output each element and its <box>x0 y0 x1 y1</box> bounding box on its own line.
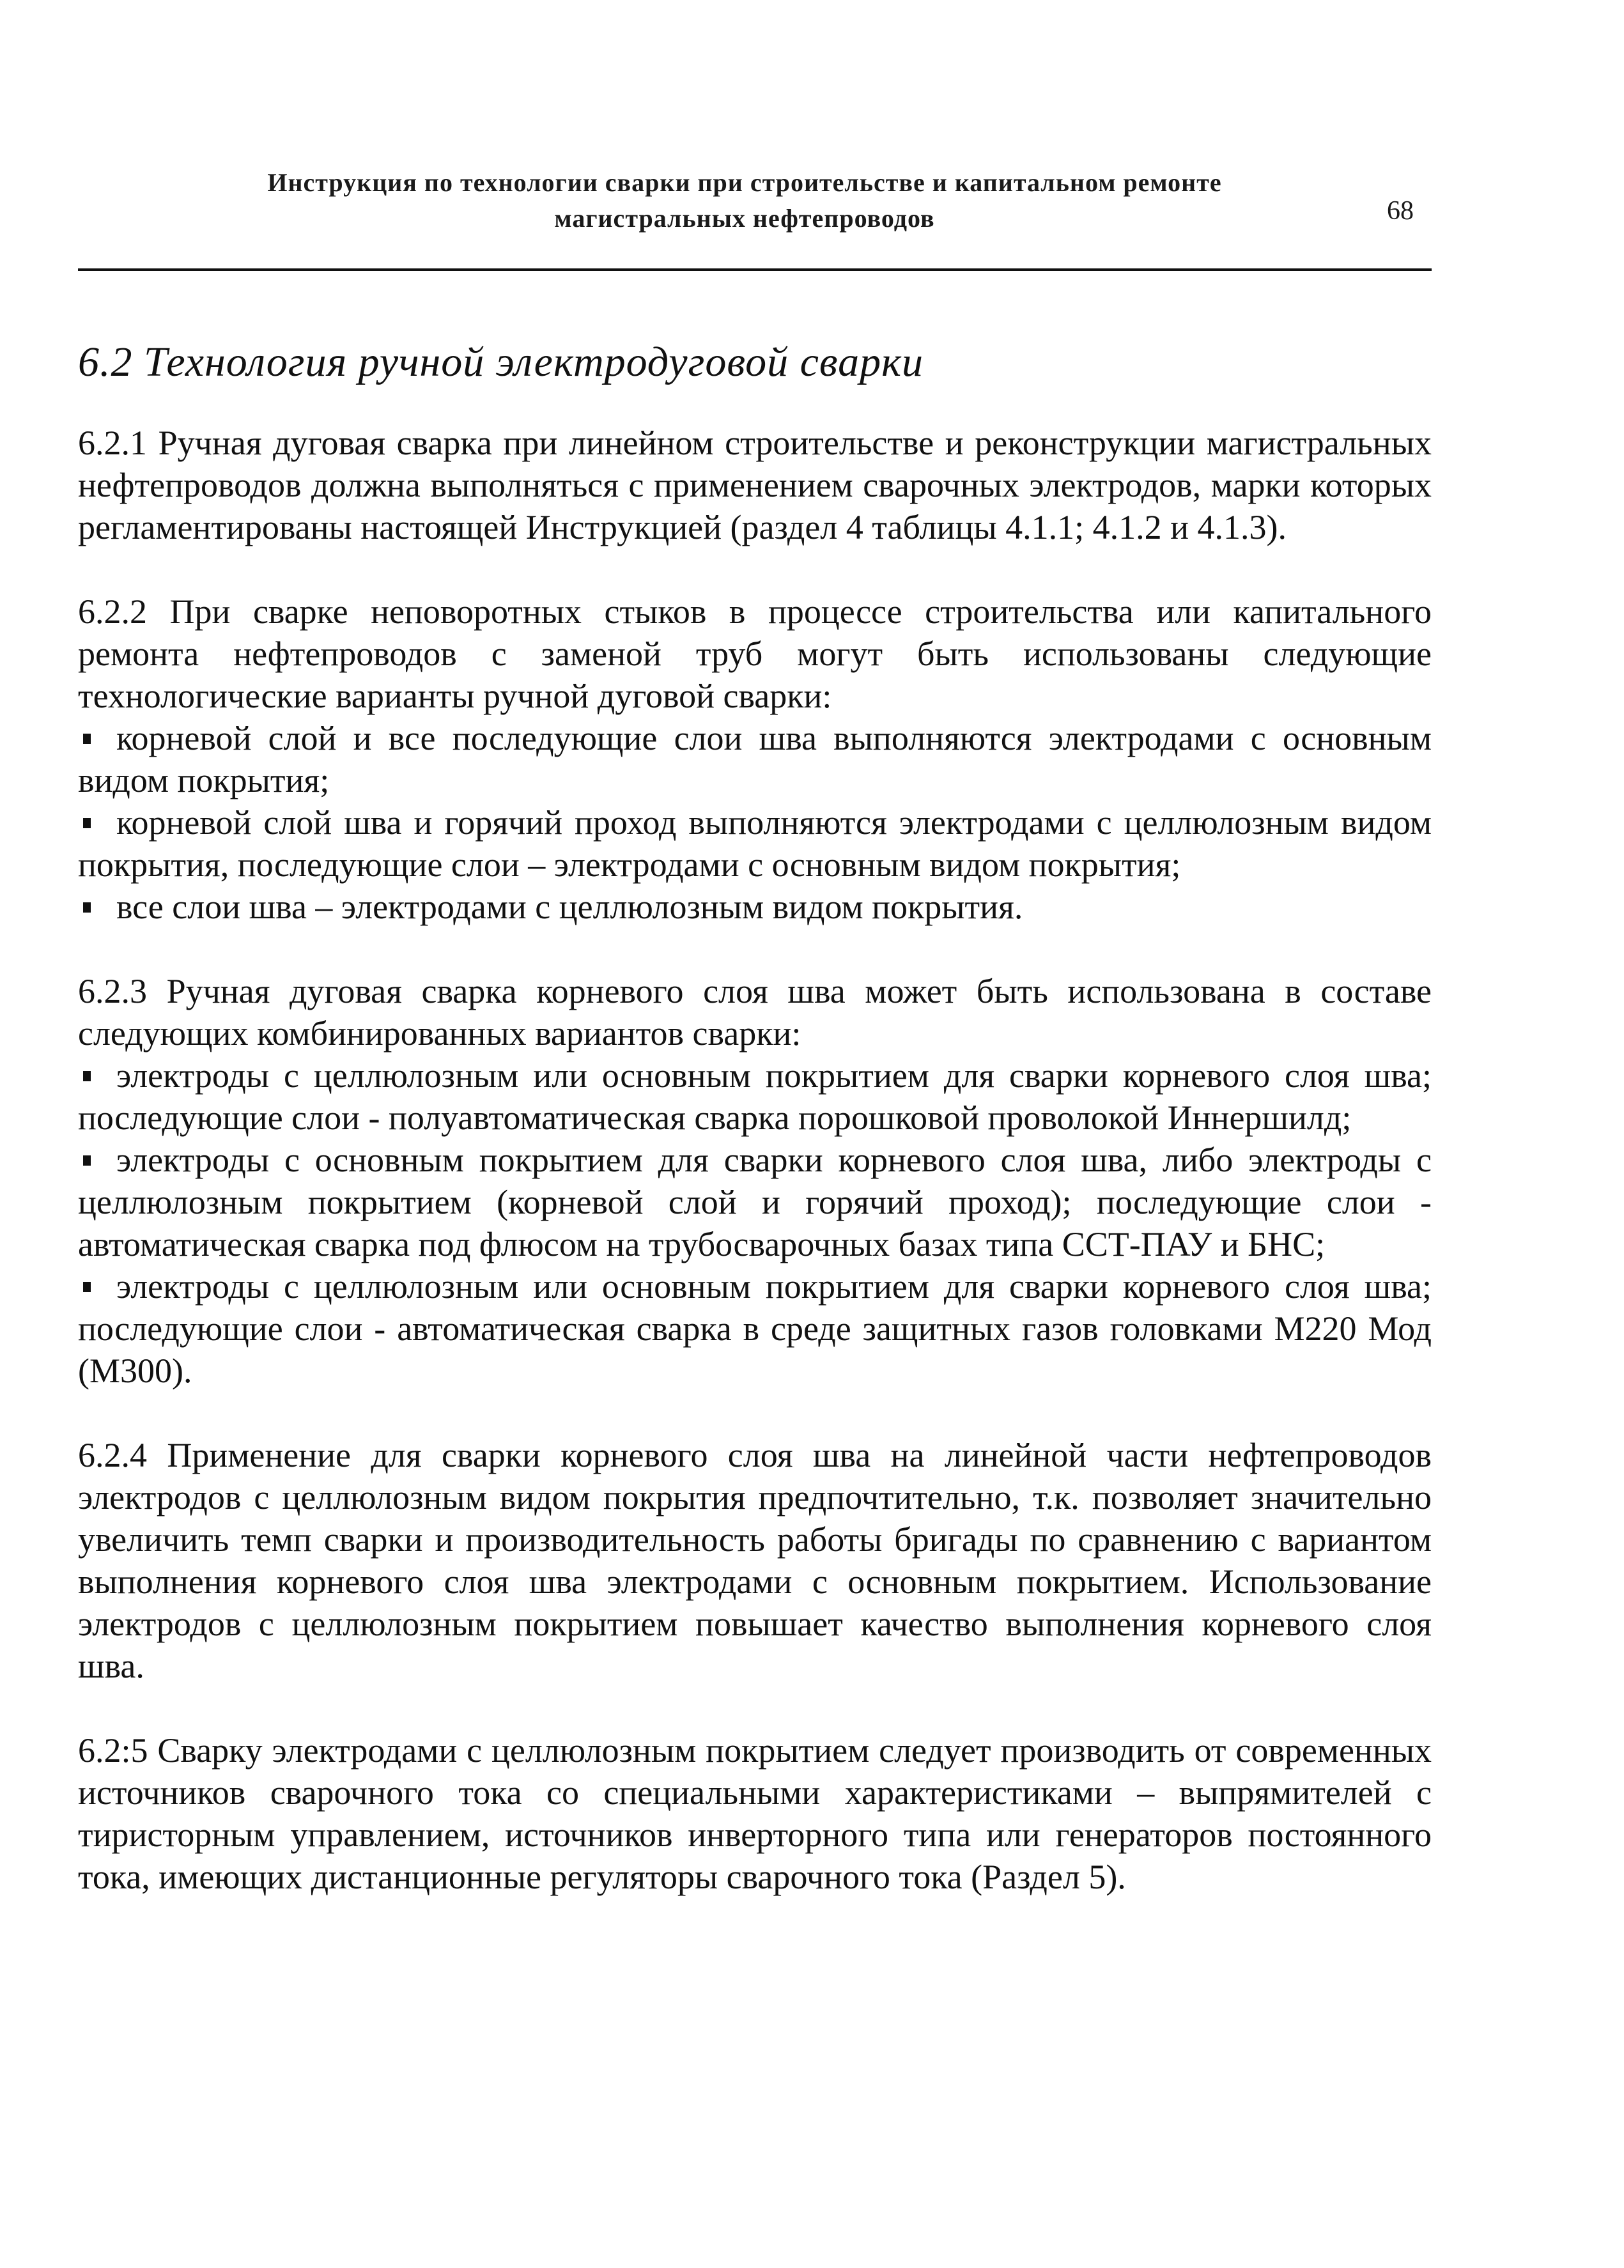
paragraph-6-2-5: 6.2:5 Сварку электродами с целлюлозным покрытием следует производить от современных источников сварочного тока со специальными характеристиками – выпрямителей с тиристорным управлением, источников инверторного типа или генераторов постоянного тока, имеющих дистанционные регуляторы сварочного тока (Раздел 5). <box>78 1731 1432 1896</box>
list-item: электроды с целлюлозным или основным покрытием для сварки корневого слоя шва; последующие слои - автоматическая сварка в среде защитных газов головками М220 Мод (М300). <box>78 1267 1432 1390</box>
header-title-line-1: Инструкция по технологии сварки при строительстве и капитальном ремонте <box>267 168 1222 197</box>
paragraph-6-2-1: 6.2.1 Ручная дуговая сварка при линейном строительстве и реконструкции магистральных нефтепроводов должна выполняться с применением сварочных электродов, марки которых регламентированы настоящей Инструкцией (раздел 4 таблицы 4.1.1; 4.1.2 и 4.1.3). <box>78 424 1432 546</box>
bullet-icon <box>83 734 91 744</box>
bullet-icon <box>83 1282 91 1292</box>
running-header <box>147 165 1342 236</box>
list-item: электроды с целлюлозным или основным покрытием для сварки корневого слоя шва; последующие слои - полуавтоматическая сварка порошковой проволокой Иннершилд; <box>78 1056 1432 1137</box>
list-item: все слои шва – электродами с целлюлозным видом покрытия. <box>78 886 1432 928</box>
paragraph-6-2-2: 6.2.2 При сварке неповоротных стыков в процессе строительства или капитального ремонта нефтепроводов с заменой труб могут быть использованы следующие технологические варианты ручной дуговой сварки: <box>78 592 1432 715</box>
body-text <box>78 422 1432 1898</box>
header-title-line-2: магистральных нефтепроводов <box>554 204 935 233</box>
section-heading: 6.2 Технология ручной электродуговой сварки <box>78 339 924 385</box>
list-item: электроды с основным покрытием для сварки корневого слоя шва, либо электроды с целлюлозным покрытием (корневой слой и горячий проход); последующие слои - автоматическая сварка под флюсом на трубосварочных базах типа ССТ-ПАУ и БНС; <box>78 1141 1432 1263</box>
list-item: корневой слой шва и горячий проход выполняются электродами с целлюлозным видом покрытия, последующие слои – электродами с основным видом покрытия; <box>78 803 1432 884</box>
paragraph-6-2-4: 6.2.4 Применение для сварки корневого слоя шва на линейной части нефтепроводов электродов с целлюлозным видом покрытия предпочтительно, т.к. позволяет значительно увеличить темп сварки и производительность работы бригады по сравнению с вариантом выполнения корневого слоя шва электродами с основным покрытием. Использование электродов с целлюлозным покрытием повышает качество выполнения корневого слоя шва. <box>78 1436 1432 1685</box>
list-item: корневой слой и все последующие слои шва выполняются электродами с основным видом покрытия; <box>78 719 1432 799</box>
page-number: 68 <box>1387 196 1414 226</box>
bullet-icon <box>83 1071 91 1081</box>
bullet-icon <box>83 902 91 913</box>
header-divider <box>78 268 1432 271</box>
paragraph-6-2-3: 6.2.3 Ручная дуговая сварка корневого слоя шва может быть использована в составе следующих комбинированных вариантов сварки: <box>78 972 1432 1053</box>
bullet-icon <box>83 1155 91 1166</box>
bullet-icon <box>83 818 91 828</box>
